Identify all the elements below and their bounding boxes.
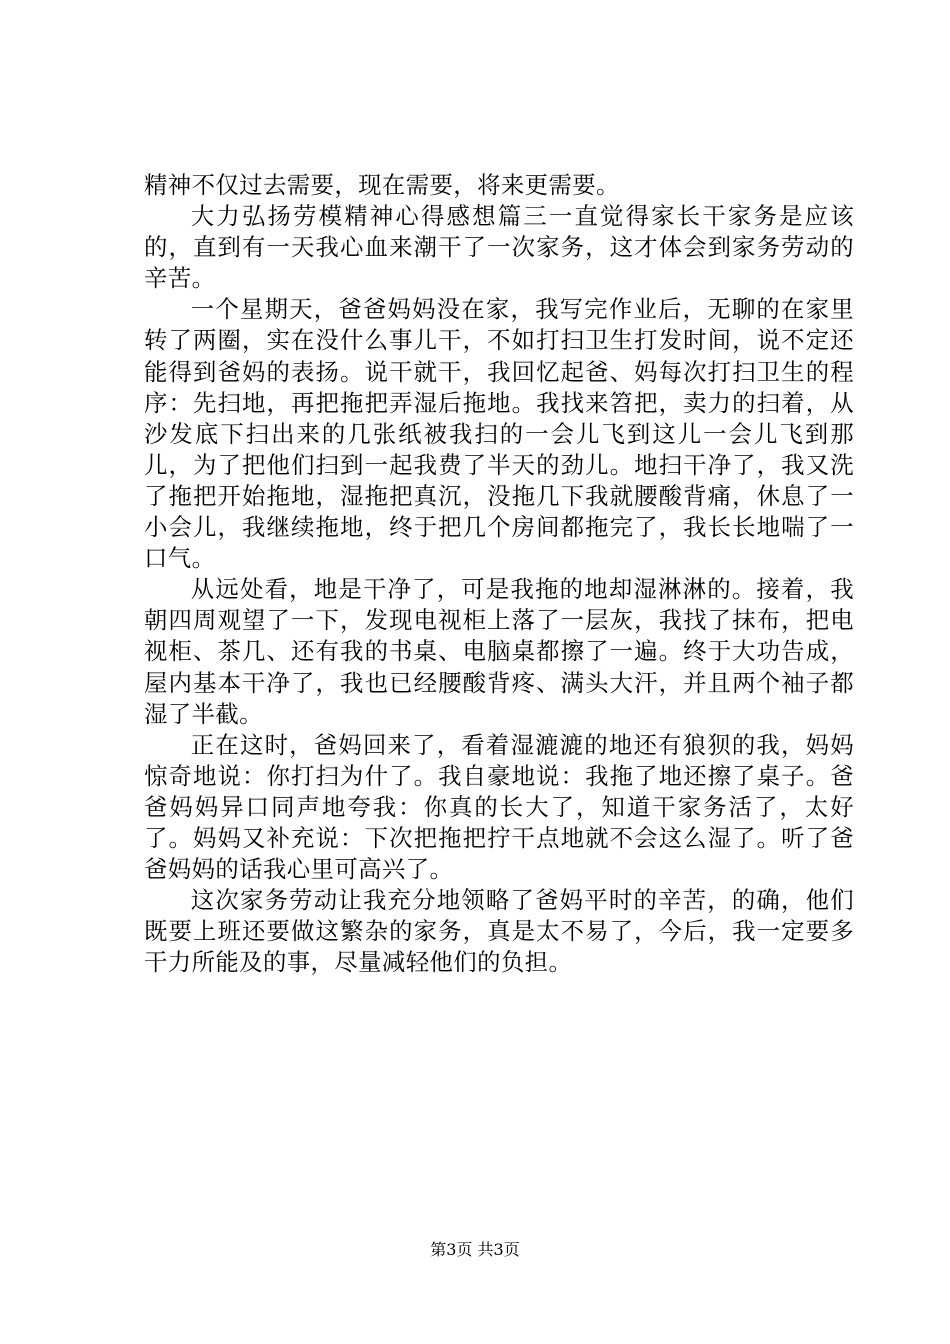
paragraph-conclusion: 这次家务劳动让我充分地领略了爸妈平时的辛苦，的确，他们既要上班还要做这繁杂的家务，真是太不易了，今后，我一定要多干力所能及的事，尽量减轻他们的负担。: [144, 886, 854, 977]
paragraph-dusting: 从远处看，地是干净了，可是我拖的地却湿淋淋的。接着，我朝四周观望了一下，发现电视柜上落了一层灰，我找了抹布，把电视柜、茶几、还有我的书桌、电脑桌都擦了一遍。终于大功告成，屋内基本干净了，我也已经腰酸背疼、满头大汗，并且两个袖子都湿了半截。: [144, 575, 854, 728]
document-body: [144, 170, 854, 978]
paragraph-cleaning: 一个星期天，爸爸妈妈没在家，我写完作业后，无聊的在家里转了两圈，实在没什么事儿干，不如打扫卫生打发时间，说不定还能得到爸妈的表扬。说干就干，我回忆起爸、妈每次打扫卫生的程序：先扫地，再把拖把弄湿后拖地。我找来笤把，卖力的扫着，从沙发底下扫出来的几张纸被我扫的一会儿飞到这儿一会儿飞到那儿，为了把他们扫到一起我费了半天的劲儿。地扫干净了，我又洗了拖把开始拖地，湿拖把真沉，没拖几下我就腰酸背痛，休息了一小会儿，我继续拖地，终于把几个房间都拖完了，我长长地喘了一口气。: [144, 295, 854, 573]
paragraph-continuation: 精神不仅过去需要，现在需要，将来更需要。: [144, 171, 620, 199]
paragraph-parents-return: 正在这时，爸妈回来了，看着湿漉漉的地还有狼狈的我，妈妈惊奇地说：你打扫为什了。我自豪地说：我拖了地还擦了桌子。爸爸妈妈异口同声地夸我：你真的长大了，知道干家务活了，太好了。妈妈又补充说：下次把拖把拧干点地就不会这么湿了。听了爸爸妈妈的话我心里可高兴了。: [144, 730, 854, 884]
paragraph-intro: 大力弘扬劳模精神心得感想篇三一直觉得家长干家务是应该的，直到有一天我心血来潮干了一次家务，这才体会到家务劳动的辛苦。: [144, 202, 854, 293]
page-footer: 第3页 共3页: [430, 1240, 520, 1259]
